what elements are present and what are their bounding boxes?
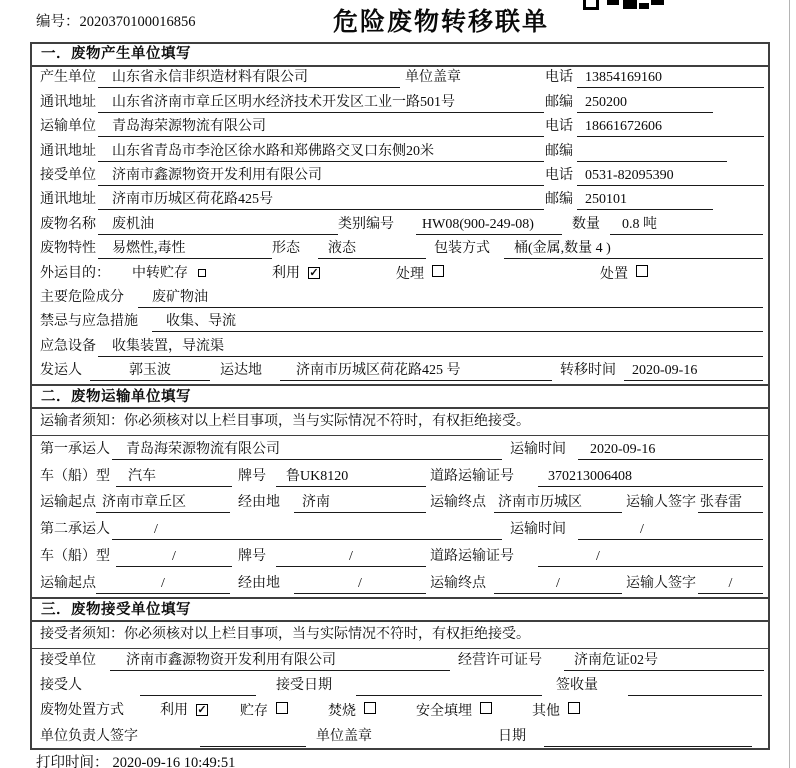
serial-label: 编号： bbox=[36, 14, 80, 30]
carrier-sign-value: / bbox=[698, 575, 763, 594]
generator-unit-label: 产生单位 bbox=[40, 70, 96, 86]
accepting-unit-label: 接受单位 bbox=[40, 653, 96, 669]
date-value bbox=[544, 728, 752, 747]
receiver-unit-value: 济南市鑫源物资开发利用有限公司 bbox=[98, 167, 544, 186]
row-generator-unit bbox=[32, 67, 768, 91]
plate-label: 牌号 bbox=[238, 468, 266, 484]
taboo-label: 禁忌与应急措施 bbox=[40, 314, 138, 330]
row-leader-signature bbox=[32, 724, 768, 749]
second-carrier-label: 第二承运人 bbox=[40, 522, 110, 538]
unit-seal-label: 单位盖章 bbox=[316, 728, 372, 744]
section3-header: 三．废物接受单位填写 bbox=[32, 597, 768, 622]
disposal-method-label: 废物处置方式 bbox=[40, 703, 124, 719]
route-via-label: 经由地 bbox=[238, 575, 280, 591]
route-start-label: 运输起点 bbox=[40, 495, 96, 511]
receiver-phone-value: 0531-82095390 bbox=[577, 167, 764, 186]
accepting-unit-value: 济南市鑫源物资开发利用有限公司 bbox=[110, 652, 450, 671]
checkbox-storage bbox=[276, 702, 288, 714]
route-start-value: 济南市章丘区 bbox=[96, 494, 230, 513]
checkbox-other bbox=[568, 702, 580, 714]
vehicle-type-label: 车（船）型 bbox=[40, 468, 110, 484]
page-edge-line bbox=[789, 0, 790, 768]
row-route-1 bbox=[32, 490, 768, 517]
transport-unit-label: 运输单位 bbox=[40, 119, 96, 135]
row-transport-unit bbox=[32, 116, 768, 140]
accepting-person-label: 接受人 bbox=[40, 678, 82, 694]
receiver-notice: 接受者须知：你必须核对以上栏目事项，当与实际情况不符时，有权拒绝接受。 bbox=[40, 626, 530, 642]
zip-label: 邮编 bbox=[545, 143, 573, 159]
road-permit-label: 道路运输证号 bbox=[430, 549, 514, 565]
destination-label: 运达地 bbox=[220, 363, 262, 379]
generator-phone-value: 13854169160 bbox=[577, 69, 764, 88]
accept-date-value bbox=[356, 677, 542, 696]
form-state-label: 形态 bbox=[272, 241, 300, 257]
generator-unit-value: 山东省永信非织造材料有限公司 bbox=[98, 69, 400, 88]
row-hazard-components bbox=[32, 287, 768, 311]
row-vehicle-2 bbox=[32, 543, 768, 570]
row-accepting-unit bbox=[32, 649, 768, 674]
signed-quantity-label: 签收量 bbox=[556, 678, 598, 694]
taboo-value: 收集、导流 bbox=[152, 313, 763, 332]
print-time bbox=[36, 751, 239, 768]
transport-unit-value: 青岛海荣源物流有限公司 bbox=[98, 118, 544, 137]
row-transport-address bbox=[32, 140, 768, 164]
route-start-label: 运输起点 bbox=[40, 575, 96, 591]
phone-label: 电话 bbox=[545, 119, 573, 135]
row-disposal-method bbox=[32, 699, 768, 724]
row-emergency-measures bbox=[32, 311, 768, 335]
road-permit-value: / bbox=[538, 548, 763, 567]
row-receiver-unit bbox=[32, 165, 768, 189]
leader-sign-label: 单位负责人签字 bbox=[40, 728, 138, 744]
first-carrier-value: 青岛海荣源物流有限公司 bbox=[112, 441, 502, 460]
row-receiver-notice bbox=[32, 622, 768, 649]
accept-date-label: 接受日期 bbox=[276, 678, 332, 694]
route-end-value: / bbox=[494, 575, 622, 594]
zip-label: 邮编 bbox=[545, 192, 573, 208]
quantity-label: 数量 bbox=[572, 216, 600, 232]
waste-trait-label: 废物特性 bbox=[40, 241, 96, 257]
plate-value: / bbox=[276, 548, 426, 567]
receiver-unit-label: 接受单位 bbox=[40, 167, 96, 183]
accepting-person-value bbox=[140, 677, 256, 696]
option-utilize: 利用 ✓ bbox=[272, 265, 319, 281]
equipment-label: 应急设备 bbox=[40, 338, 96, 354]
first-carrier-label: 第一承运人 bbox=[40, 441, 110, 457]
option-storage: 贮存 bbox=[240, 702, 288, 721]
transport-address-value: 山东省青岛市李沧区徐水路和郑佛路交叉口东侧20米 bbox=[98, 143, 544, 162]
address-label: 通讯地址 bbox=[40, 192, 96, 208]
date-label: 日期 bbox=[498, 728, 526, 744]
carrier-sign-label: 运输人签字 bbox=[626, 575, 696, 591]
option-treat: 处理 bbox=[396, 265, 444, 284]
transport-phone-value: 18661672606 bbox=[577, 118, 764, 137]
row-waste-name bbox=[32, 213, 768, 237]
license-label: 经营许可证号 bbox=[458, 653, 542, 669]
serial-value: 2020370100016856 bbox=[79, 14, 196, 30]
carrier-sign-value: 张春雷 bbox=[698, 494, 763, 513]
checkbox-transit-storage bbox=[198, 269, 206, 277]
row-second-carrier bbox=[32, 516, 768, 543]
waste-trait-value: 易燃性,毒性 bbox=[98, 240, 272, 259]
generator-zip-value: 250200 bbox=[577, 94, 713, 113]
transport-zip-value bbox=[577, 143, 727, 162]
manifest-form bbox=[30, 42, 770, 750]
route-end-label: 运输终点 bbox=[430, 575, 486, 591]
row-sender bbox=[32, 360, 768, 384]
option-other: 其他 bbox=[532, 702, 580, 721]
waste-name-value: 废机油 bbox=[98, 216, 338, 235]
license-value: 济南危证02号 bbox=[564, 652, 764, 671]
row-accepting-person bbox=[32, 674, 768, 699]
row-receiver-address bbox=[32, 189, 768, 213]
road-permit-label: 道路运输证号 bbox=[430, 468, 514, 484]
print-time-value: 2020-09-16 10:49:51 bbox=[112, 755, 236, 768]
transport-time-value: 2020-09-16 bbox=[578, 441, 763, 460]
plate-value: 鲁UK8120 bbox=[276, 468, 426, 487]
route-end-label: 运输终点 bbox=[430, 495, 486, 511]
row-transfer-purpose bbox=[32, 262, 768, 286]
generator-address-value: 山东省济南市章丘区明水经济技术开发区工业一路501号 bbox=[98, 94, 544, 113]
option-landfill: 安全填埋 bbox=[416, 702, 492, 721]
vehicle-type-label: 车（船）型 bbox=[40, 549, 110, 565]
transporter-notice: 运输者须知：你必须核对以上栏目事项，当与实际情况不符时，有权拒绝接受。 bbox=[40, 414, 530, 430]
phone-label: 电话 bbox=[545, 70, 573, 86]
route-via-value: / bbox=[294, 575, 426, 594]
receiver-address-value: 济南市历城区荷花路425号 bbox=[98, 191, 544, 210]
row-first-carrier bbox=[32, 436, 768, 463]
plate-label: 牌号 bbox=[238, 549, 266, 565]
route-via-value: 济南 bbox=[294, 494, 426, 513]
qr-code-fragment bbox=[583, 0, 669, 11]
leader-sign-value bbox=[200, 728, 306, 747]
transport-time-value: / bbox=[578, 521, 763, 540]
road-permit-value: 370213006408 bbox=[538, 468, 763, 487]
row-waste-traits bbox=[32, 238, 768, 262]
packaging-label: 包装方式 bbox=[434, 241, 490, 257]
section2-header: 二．废物运输单位填写 bbox=[32, 384, 768, 409]
zip-label: 邮编 bbox=[545, 94, 573, 110]
address-label: 通讯地址 bbox=[40, 94, 96, 110]
address-label: 通讯地址 bbox=[40, 143, 96, 159]
section1-header: 一．废物产生单位填写 bbox=[32, 44, 768, 67]
transport-time-label: 运输时间 bbox=[510, 441, 566, 457]
hazard-label: 主要危险成分 bbox=[40, 289, 124, 305]
transfer-time-label: 转移时间 bbox=[560, 363, 616, 379]
checkbox-utilize: ✓ bbox=[309, 266, 319, 279]
route-start-value: / bbox=[96, 575, 230, 594]
vehicle-type-value: 汽车 bbox=[116, 468, 232, 487]
equipment-value: 收集装置，导流渠 bbox=[98, 338, 763, 357]
option-transit-storage: 中转贮存 bbox=[132, 265, 206, 284]
option-incinerate: 焚烧 bbox=[328, 702, 376, 721]
receiver-zip-value: 250101 bbox=[577, 191, 713, 210]
row-route-2 bbox=[32, 570, 768, 597]
transfer-time-value: 2020-09-16 bbox=[624, 362, 763, 381]
print-time-label: 打印时间： bbox=[36, 755, 109, 768]
packaging-value: 桶(金属,数量 4 ) bbox=[504, 240, 763, 259]
second-carrier-value: / bbox=[112, 521, 502, 540]
checkbox-incinerate bbox=[364, 702, 376, 714]
destination-value: 济南市历城区荷花路425 号 bbox=[280, 362, 552, 381]
option-dispose: 处置 bbox=[600, 265, 648, 284]
purpose-label: 外运目的： bbox=[40, 265, 110, 281]
option-utilize: 利用 ✓ bbox=[160, 703, 207, 719]
hazard-value: 废矿物油 bbox=[138, 289, 763, 308]
checkbox-utilize: ✓ bbox=[197, 704, 207, 717]
row-generator-address bbox=[32, 91, 768, 115]
phone-label: 电话 bbox=[545, 167, 573, 183]
transport-time-label: 运输时间 bbox=[510, 522, 566, 538]
page-title: 危险废物转移联单 bbox=[333, 9, 550, 36]
signed-quantity-value bbox=[628, 677, 762, 696]
route-via-label: 经由地 bbox=[238, 495, 280, 511]
row-vehicle-1 bbox=[32, 463, 768, 490]
row-emergency-equipment bbox=[32, 335, 768, 359]
row-transporter-notice bbox=[32, 409, 768, 436]
route-end-value: 济南市历城区 bbox=[494, 494, 622, 513]
serial-number bbox=[36, 10, 196, 31]
sender-value: 郭玉波 bbox=[90, 362, 210, 381]
checkbox-dispose bbox=[636, 265, 648, 277]
vehicle-type-value: / bbox=[116, 548, 232, 567]
sender-label: 发运人 bbox=[40, 363, 82, 379]
category-code-value: HW08(900-249-08) bbox=[416, 216, 562, 235]
checkbox-treat bbox=[432, 265, 444, 277]
carrier-sign-label: 运输人签字 bbox=[626, 495, 696, 511]
quantity-value: 0.8 吨 bbox=[610, 216, 763, 235]
checkbox-landfill bbox=[480, 702, 492, 714]
category-code-label: 类别编号 bbox=[338, 216, 394, 232]
waste-name-label: 废物名称 bbox=[40, 216, 96, 232]
form-state-value: 液态 bbox=[318, 240, 426, 259]
unit-seal-label: 单位盖章 bbox=[405, 70, 461, 86]
